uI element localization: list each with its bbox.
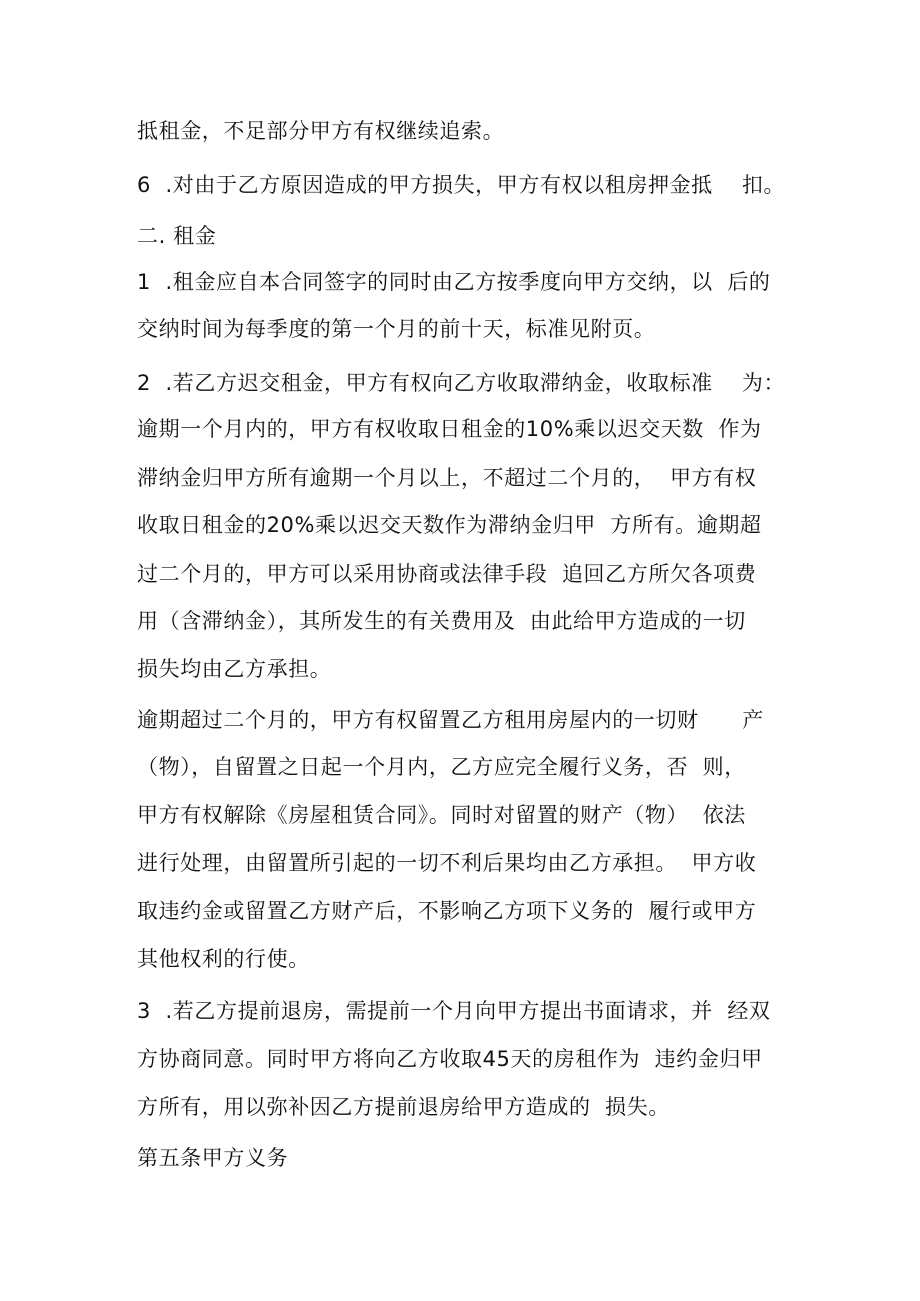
text-line: 抵租金，不足部分甲方有权继续追索。 xyxy=(137,119,505,143)
text-line: 3 .若乙方提前退房，需提前一个月向甲方提出书面请求，并 经双 xyxy=(137,999,771,1023)
text-line: 收取日租金的20%乘以迟交天数作为滞纳金归甲 方所有。逾期超 xyxy=(137,513,762,537)
text-line: 1 .租金应自本合同签字的同时由乙方按季度向甲方交纳，以 后的 xyxy=(137,270,771,294)
text-line: 方所有，用以弥补因乙方提前退房给甲方造成的 损失。 xyxy=(137,1095,670,1119)
text-line: 过二个月的，甲方可以采用协商或法律手段 追回乙方所欠各项费 xyxy=(137,562,757,586)
text-line: 6 .对由于乙方原因造成的甲方损失，甲方有权以租房押金抵 扣。 xyxy=(137,173,786,197)
text-line: 取违约金或留置乙方财产后，不影响乙方项下义务的 履行或甲方 xyxy=(137,899,757,923)
section-heading: 二. 租金 xyxy=(137,224,217,248)
text-line: 逾期超过二个月的，甲方有权留置乙方租用房屋内的一切财 产 xyxy=(137,708,764,732)
text-line: 方协商同意。同时甲方将向乙方收取45天的房租作为 违约金归甲 xyxy=(137,1047,763,1071)
text-line: 交纳时间为每季度的第一个月的前十天，标准见附页。 xyxy=(137,317,656,341)
text-line: 甲方有权解除《房屋租赁合同》。同时对留置的财产（物） 依法 xyxy=(137,803,746,827)
text-line: 滞纳金归甲方所有逾期一个月以上，不超过二个月的， 甲方有权 xyxy=(137,466,757,490)
text-line: （物），自留置之日起一个月内，乙方应完全履行义务，否 则， xyxy=(137,755,746,779)
text-line: 其他权利的行使。 xyxy=(137,947,310,971)
text-line: 用（含滞纳金），其所发生的有关费用及 由此给甲方造成的一切 xyxy=(137,609,746,633)
text-line: 逾期一个月内的，甲方有权收取日租金的10%乘以迟交天数 作为 xyxy=(137,417,762,441)
text-line: 进行处理，由留置所引起的一切不利后果均由乙方承担。 甲方收 xyxy=(137,851,757,875)
text-line: 2 .若乙方迟交租金，甲方有权向乙方收取滞纳金，收取标准 为： xyxy=(137,371,786,395)
section-heading: 第五条甲方义务 xyxy=(137,1146,289,1170)
text-line: 损失均由乙方承担。 xyxy=(137,657,332,681)
